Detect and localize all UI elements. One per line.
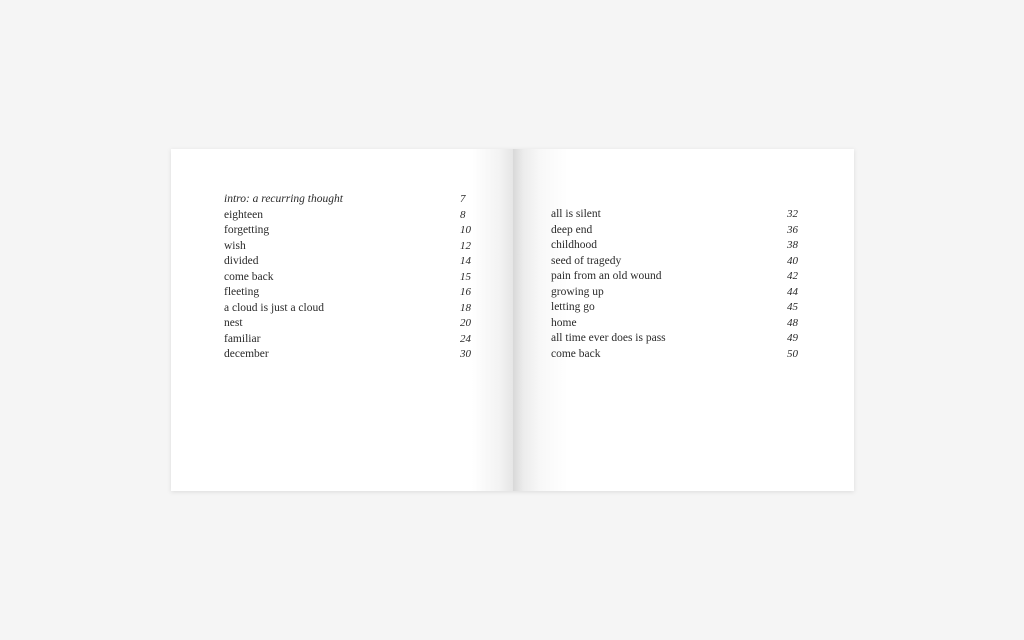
toc-entry-title: all is silent [551, 208, 601, 220]
toc-entry-page: 44 [787, 285, 798, 298]
toc-entry [551, 238, 801, 254]
toc-entry [551, 316, 801, 332]
toc-entry [224, 239, 472, 255]
toc-entry-page: 50 [787, 347, 798, 360]
table-of-contents-right [551, 207, 801, 362]
toc-entry [551, 285, 801, 301]
toc-entry-title: forgetting [224, 224, 270, 236]
toc-entry [224, 285, 472, 301]
toc-entry [551, 254, 801, 270]
toc-entry [224, 332, 472, 348]
toc-entry-page: 40 [787, 254, 798, 267]
open-book [171, 149, 854, 491]
toc-entry-page: 36 [787, 223, 798, 236]
toc-entry-page: 18 [460, 301, 471, 314]
left-page [171, 149, 513, 491]
toc-entry [551, 223, 801, 239]
toc-entry-title: pain from an old wound [551, 270, 662, 282]
toc-entry-title: deep end [551, 223, 593, 236]
toc-entry [551, 347, 801, 363]
toc-entry-page: 24 [460, 332, 471, 345]
toc-entry [551, 207, 801, 223]
toc-entry-title: come back [551, 347, 601, 360]
toc-entry-page: 14 [460, 255, 471, 267]
toc-entry-title: familiar [224, 332, 261, 345]
toc-entry-title: divided [224, 255, 259, 267]
toc-entry-title: intro: a recurring thought [224, 193, 343, 205]
toc-entry [224, 223, 472, 239]
toc-entry [551, 331, 801, 347]
table-of-contents-left [224, 192, 472, 363]
toc-entry-page: 15 [460, 270, 471, 283]
toc-entry-page: 45 [787, 301, 798, 313]
toc-entry-page: 8 [460, 208, 466, 221]
toc-entry-page: 42 [787, 270, 798, 282]
toc-entry [224, 192, 472, 208]
toc-entry-page: 30 [460, 348, 471, 360]
toc-entry-title: seed of tragedy [551, 254, 622, 267]
toc-entry-page: 48 [787, 316, 798, 329]
toc-entry-title: wish [224, 239, 246, 252]
toc-entry-title: all time ever does is pass [551, 332, 666, 344]
toc-entry [551, 269, 801, 285]
toc-entry-title: fleeting [224, 286, 260, 298]
toc-entry-title: growing up [551, 285, 604, 298]
toc-entry-page: 49 [787, 332, 798, 344]
toc-entry-title: eighteen [224, 208, 263, 221]
toc-entry-page: 16 [460, 286, 471, 298]
toc-entry-title: nest [224, 317, 243, 329]
toc-entry-title: letting go [551, 301, 595, 313]
toc-entry [224, 208, 472, 224]
toc-entry-title: home [551, 316, 577, 329]
toc-entry [551, 300, 801, 316]
toc-entry [224, 270, 472, 286]
toc-entry-page: 32 [787, 208, 798, 220]
toc-entry-page: 12 [460, 239, 471, 252]
toc-entry [224, 301, 472, 317]
right-page [513, 149, 854, 491]
toc-entry [224, 316, 472, 332]
toc-entry-title: a cloud is just a cloud [224, 301, 324, 314]
toc-entry-page: 7 [460, 193, 466, 205]
toc-entry-page: 20 [460, 317, 471, 329]
toc-entry [224, 254, 472, 270]
toc-entry-page: 10 [460, 224, 471, 236]
toc-entry-title: childhood [551, 239, 597, 251]
toc-entry-page: 38 [787, 239, 798, 251]
toc-entry [224, 347, 472, 363]
toc-entry-title: december [224, 348, 269, 360]
toc-entry-title: come back [224, 270, 274, 283]
